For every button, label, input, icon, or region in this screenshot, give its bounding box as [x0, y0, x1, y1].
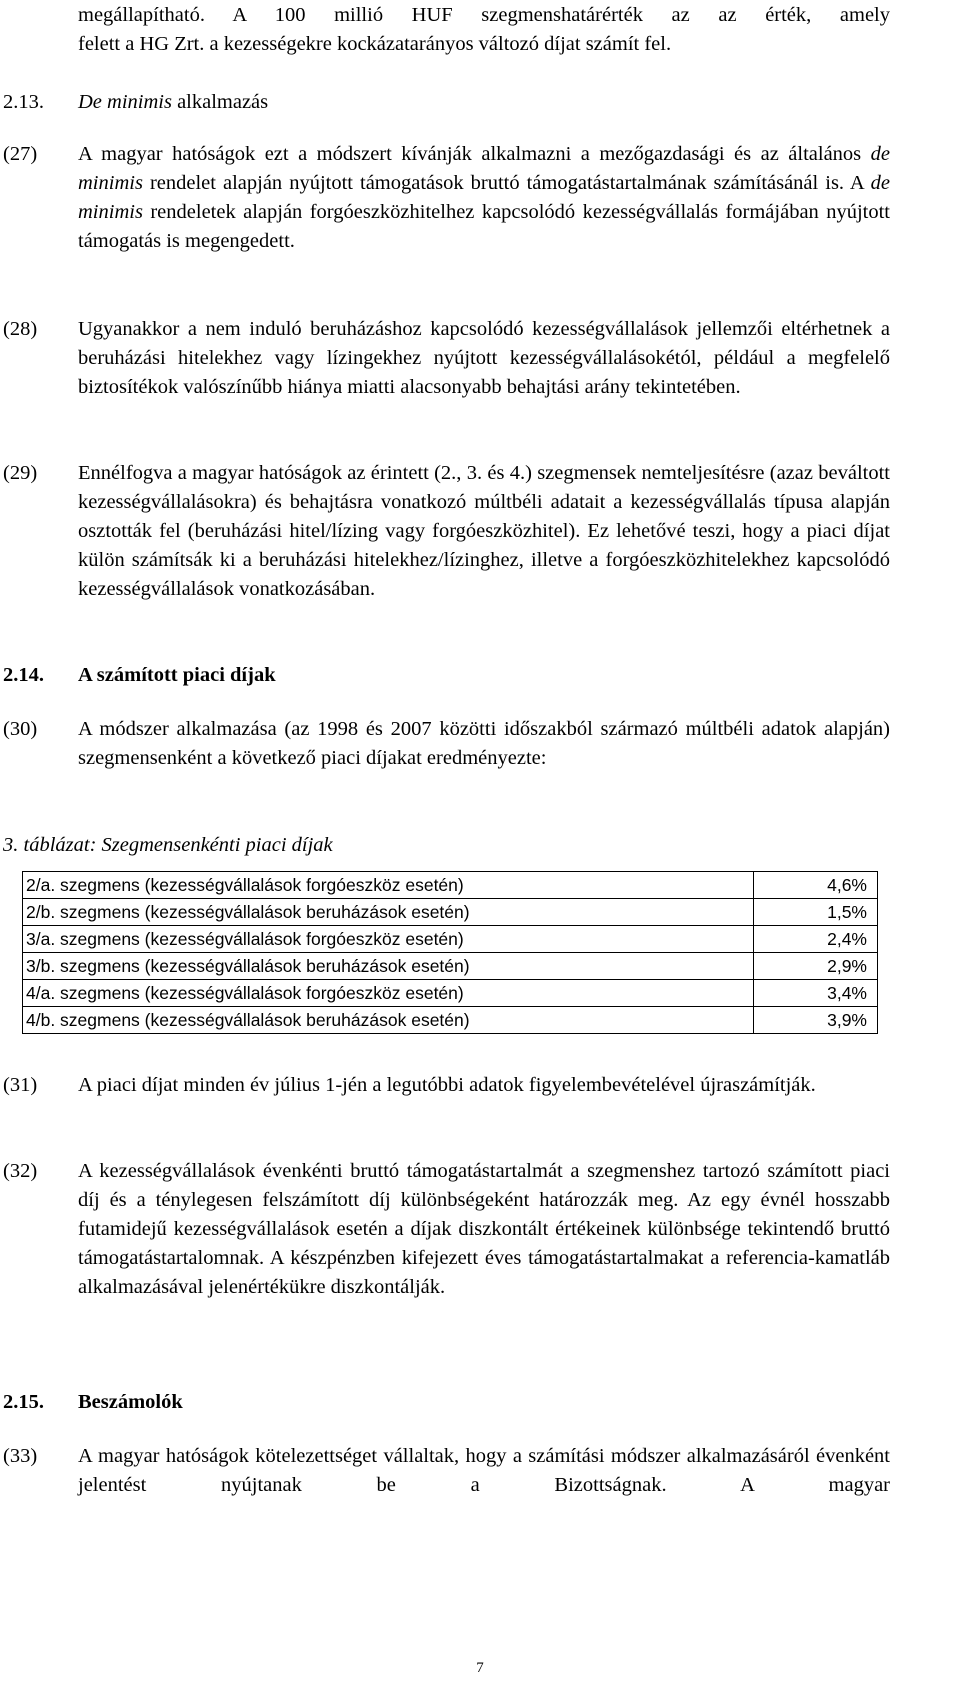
- fee-value: 2,9%: [754, 953, 878, 980]
- paragraph-text: [78, 140, 890, 256]
- table-row: [23, 953, 878, 980]
- text-part: rendelet alapján nyújtott támogatások bruttó támogatástartalmának számításánál is. A: [142, 172, 871, 194]
- segment-label: 4/a. szegmens (kezességvállalások forgóeszköz esetén): [23, 980, 754, 1007]
- table-row: [23, 1007, 878, 1034]
- section-title-rest: alkalmazás: [171, 91, 269, 113]
- text-part: A magyar hatóságok ezt a módszert kívánják alkalmazni a mezőgazdasági és az általános: [78, 143, 871, 165]
- page-number: 7: [476, 1660, 484, 1676]
- fee-value: 1,5%: [754, 899, 878, 926]
- paragraph-text: Ugyanakkor a nem induló beruházáshoz kapcsolódó kezességvállalások jellemzői eltérhetnek a beruházási hitelekhez vagy lízingekhez nyújtott kezességvállalásokétól, például a megfelelő biztosítékok valószínűbb hiánya miatti alacsonyabb behajtási arány tekintetében.: [78, 318, 890, 398]
- segment-label: 3/b. szegmens (kezességvállalások beruházások esetén): [23, 953, 754, 980]
- intro-line-2: felett a HG Zrt. a kezességekre kockázatarányos változó díjat számít fel.: [78, 33, 672, 55]
- section-title: A számított piaci díjak: [78, 664, 276, 686]
- segment-label: 2/a. szegmens (kezességvállalások forgóeszköz esetén): [23, 872, 754, 899]
- paragraph-text: Ennélfogva a magyar hatóságok az érintett (2., 3. és 4.) szegmensek nemteljesítésre (azaz beváltott kezességvállalásokra) és behajtásra vonatkozó múltbéli adatait a kezességvállalás típusa alapján osztották fel (beruházási hitel/lízing vagy forgóeszközhitel). Ez lehetővé teszi, hogy a piaci díjat külön számítsák ki a beruházási hitelekhez/lízinghez, illetve a forgóeszközhitelekhez kapcsolódó kezességvállalások vonatkozásában.: [78, 462, 890, 600]
- paragraph-number: (31): [3, 1074, 38, 1096]
- paragraph-text: A magyar hatóságok kötelezettséget vállaltak, hogy a számítási módszer alkalmazásáról évenként jelentést nyújtanak be a Bizottságnak. A magyar: [78, 1445, 890, 1496]
- paragraph-number: (33): [3, 1445, 38, 1467]
- section-title: Beszámolók: [78, 1391, 183, 1413]
- table-row: [23, 980, 878, 1007]
- table-row: [23, 899, 878, 926]
- intro-line-1: megállapítható. A 100 millió HUF szegmenshatárérték az az érték, amely: [78, 4, 890, 26]
- italic-term: de minimis: [78, 143, 890, 194]
- section-number: 2.15.: [3, 1391, 44, 1413]
- paragraph-text: A piaci díjat minden év július 1-jén a legutóbbi adatok figyelembevételével újraszámítják.: [78, 1074, 816, 1096]
- fee-value: 2,4%: [754, 926, 878, 953]
- paragraph-number: (27): [3, 143, 38, 165]
- italic-term: de minimis: [78, 172, 890, 223]
- section-number: 2.13.: [3, 91, 44, 113]
- table-caption: 3. táblázat: Szegmensenkénti piaci díjak: [3, 834, 333, 856]
- paragraph-number: (32): [3, 1160, 38, 1182]
- paragraph-text: A kezességvállalások évenkénti bruttó támogatástartalmát a szegmenshez tartozó számított piaci díj és a ténylegesen felszámított díj különbségeként határozzák meg. Az egy évnél hosszabb futamidejű kezességvállalások esetén a díjak diszkontált értékeinek különbsége tekintendő bruttó támogatástartalomnak. A készpénzben kifejezett éves támogatástartalmakat a referencia-kamatláb alkalmazásával jelenértékükre diszkontálják.: [78, 1160, 890, 1298]
- table-row: [23, 926, 878, 953]
- paragraph-text: A módszer alkalmazása (az 1998 és 2007 közötti időszakból származó múltbéli adatok alapján) szegmensenként a következő piaci díjakat eredményezte:: [78, 718, 890, 769]
- segment-label: 3/a. szegmens (kezességvállalások forgóeszköz esetén): [23, 926, 754, 953]
- fee-value: 3,4%: [754, 980, 878, 1007]
- section-number: 2.14.: [3, 664, 44, 686]
- paragraph-number: (30): [3, 718, 38, 740]
- fee-value: 4,6%: [754, 872, 878, 899]
- section-title: [78, 88, 268, 117]
- paragraph-number: (28): [3, 318, 38, 340]
- table-row: [23, 872, 878, 899]
- section-title-italic: De minimis: [78, 91, 172, 113]
- fee-value: 3,9%: [754, 1007, 878, 1034]
- segment-label: 2/b. szegmens (kezességvállalások beruházások esetén): [23, 899, 754, 926]
- market-fee-table: [22, 871, 878, 1034]
- text-part: rendeletek alapján forgóeszközhitelhez kapcsolódó kezességvállalás formájában nyújtott támogatás is megengedett.: [78, 201, 890, 252]
- segment-label: 4/b. szegmens (kezességvállalások beruházások esetén): [23, 1007, 754, 1034]
- paragraph-number: (29): [3, 462, 38, 484]
- intro-text: [78, 1, 890, 59]
